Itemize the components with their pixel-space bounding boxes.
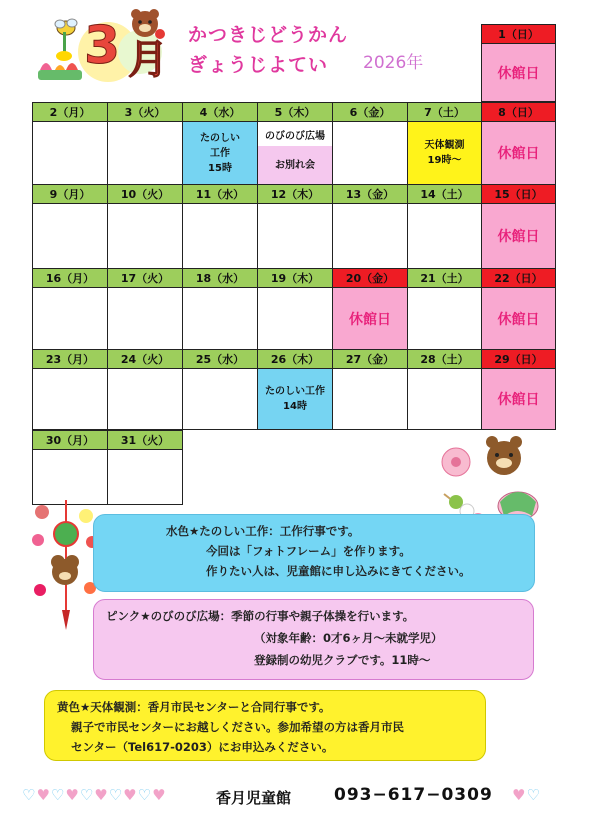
day-cell (32, 121, 108, 185)
info-line: センター（Tel617-0203）にお申込みください。 (71, 740, 334, 754)
info-line: 水色★たのしい工作：工作行事です。 (166, 524, 360, 538)
date-header: 21（土） (407, 268, 482, 288)
day-cell (332, 121, 408, 185)
event-text: たのしい (200, 132, 240, 144)
closed-day-cell: 休館日 (481, 121, 556, 185)
date-header: 18（水） (182, 268, 258, 288)
date-header: 22（日） (481, 268, 556, 288)
day-cell (182, 203, 258, 269)
date-header: 26（木） (257, 349, 333, 369)
event-text: 14時 (283, 401, 307, 412)
month-label: 月 (128, 37, 168, 83)
day-cell (32, 287, 108, 350)
info-line: ピンク★のびのび広場：季節の行事や親子体操を行います。 (106, 609, 415, 623)
day-cell (107, 287, 183, 350)
day-cell (332, 203, 408, 269)
info-box-astronomy (44, 690, 486, 761)
info-line: 作りたい人は、児童館に申し込みにきてください。 (206, 564, 471, 578)
event-text: 15時 (208, 162, 232, 174)
day-cell (407, 203, 482, 269)
page-title-line2: ぎょうじよてい (188, 54, 329, 76)
date-header: 13（金） (332, 184, 408, 204)
info-line: 黄色★天体観測：香月市民センターと合同行事です。 (57, 700, 331, 714)
heart-icon: ♡ (50, 786, 66, 804)
date-header: 16（月） (32, 268, 108, 288)
closed-day-cell: 休館日 (481, 368, 556, 430)
day-cell (32, 449, 108, 505)
heart-icon: ♥ (36, 786, 51, 804)
event-text: たのしい工作 (265, 386, 325, 397)
hanging-ornaments-illustration (26, 500, 102, 630)
heart-decoration-right (512, 786, 541, 804)
info-box-plaza (93, 599, 534, 680)
date-header: 28（土） (407, 349, 482, 369)
info-line: 登録制の幼児クラブです。11時～ (254, 653, 431, 667)
heart-icon: ♡ (79, 786, 95, 804)
day-cell (407, 368, 482, 430)
date-header: 12（木） (257, 184, 333, 204)
info-box-craft (93, 514, 535, 592)
event-text: 天体観測 (424, 140, 465, 151)
date-header: 8（日） (481, 102, 556, 122)
day-cell (182, 368, 258, 430)
heart-decoration-left (22, 786, 167, 804)
date-header: 9（月） (32, 184, 108, 204)
closed-day-cell: 休館日 (481, 287, 556, 350)
date-header: 29（日） (481, 349, 556, 369)
day-cell (257, 203, 333, 269)
event-text: 19時～ (427, 155, 462, 166)
closed-day-cell: 休館日 (332, 287, 408, 350)
plaza-event-label: のびのび広場 (265, 130, 325, 142)
day-cell (332, 368, 408, 430)
date-header: 31（火） (107, 430, 183, 450)
day-cell (107, 203, 183, 269)
astronomy-event-cell (407, 121, 482, 185)
info-line: 今回は「フォトフレーム」を作ります。 (206, 544, 411, 558)
month-number: 3 (84, 16, 121, 76)
event-text: 工作 (210, 147, 230, 159)
date-header: 11（水） (182, 184, 258, 204)
date-header: 7（土） (407, 102, 482, 122)
plaza-event-block: お別れ会 (258, 146, 332, 184)
heart-icon: ♡ (137, 786, 153, 804)
day-cell (107, 368, 183, 430)
date-header: 4（水） (182, 102, 258, 122)
year-label: 2026年 (363, 53, 424, 73)
date-header: 5（木） (257, 102, 333, 122)
heart-icon: ♥ (94, 786, 109, 804)
day-cell (182, 287, 258, 350)
heart-icon: ♡ (22, 786, 37, 804)
date-header: 2（月） (32, 102, 108, 122)
date-header: 25（水） (182, 349, 258, 369)
heart-icon: ♥ (65, 786, 80, 804)
heart-icon: ♥ (123, 786, 138, 804)
date-header: 17（火） (107, 268, 183, 288)
closed-day-cell: 休館日 (481, 43, 556, 102)
craft-event-cell (257, 368, 333, 430)
date-header: 3（火） (107, 102, 183, 122)
craft-event-cell (182, 121, 258, 185)
closed-day-cell: 休館日 (481, 203, 556, 269)
day-cell (107, 449, 183, 505)
day-cell (32, 203, 108, 269)
facility-name: 香月児童館 (216, 789, 292, 807)
date-header: 14（土） (407, 184, 482, 204)
info-line: 親子で市民センターにお越しください。参加希望の方は香月市民 (71, 720, 405, 734)
date-header: 10（火） (107, 184, 183, 204)
heart-icon: ♥ (152, 786, 167, 804)
heart-icon: ♡ (526, 786, 541, 804)
date-header: 23（月） (32, 349, 108, 369)
day-cell (32, 368, 108, 430)
day-cell (407, 287, 482, 350)
date-header: 30（月） (32, 430, 108, 450)
page-title-line1: かつきじどうかん (188, 24, 349, 46)
date-header: 24（火） (107, 349, 183, 369)
date-header: 27（金） (332, 349, 408, 369)
heart-icon: ♥ (512, 786, 527, 804)
date-header: 6（金） (332, 102, 408, 122)
facility-phone: 093−617−0309 (334, 785, 493, 805)
date-header: 19（木） (257, 268, 333, 288)
date-header-mar1: 1（日） (481, 24, 556, 44)
date-header: 15（日） (481, 184, 556, 204)
date-header: 20（金） (332, 268, 408, 288)
day-cell (257, 121, 333, 185)
day-cell (257, 287, 333, 350)
heart-icon: ♡ (108, 786, 124, 804)
info-line: （対象年齢：0才6ヶ月～未就学児） (254, 631, 443, 645)
day-cell (107, 121, 183, 185)
